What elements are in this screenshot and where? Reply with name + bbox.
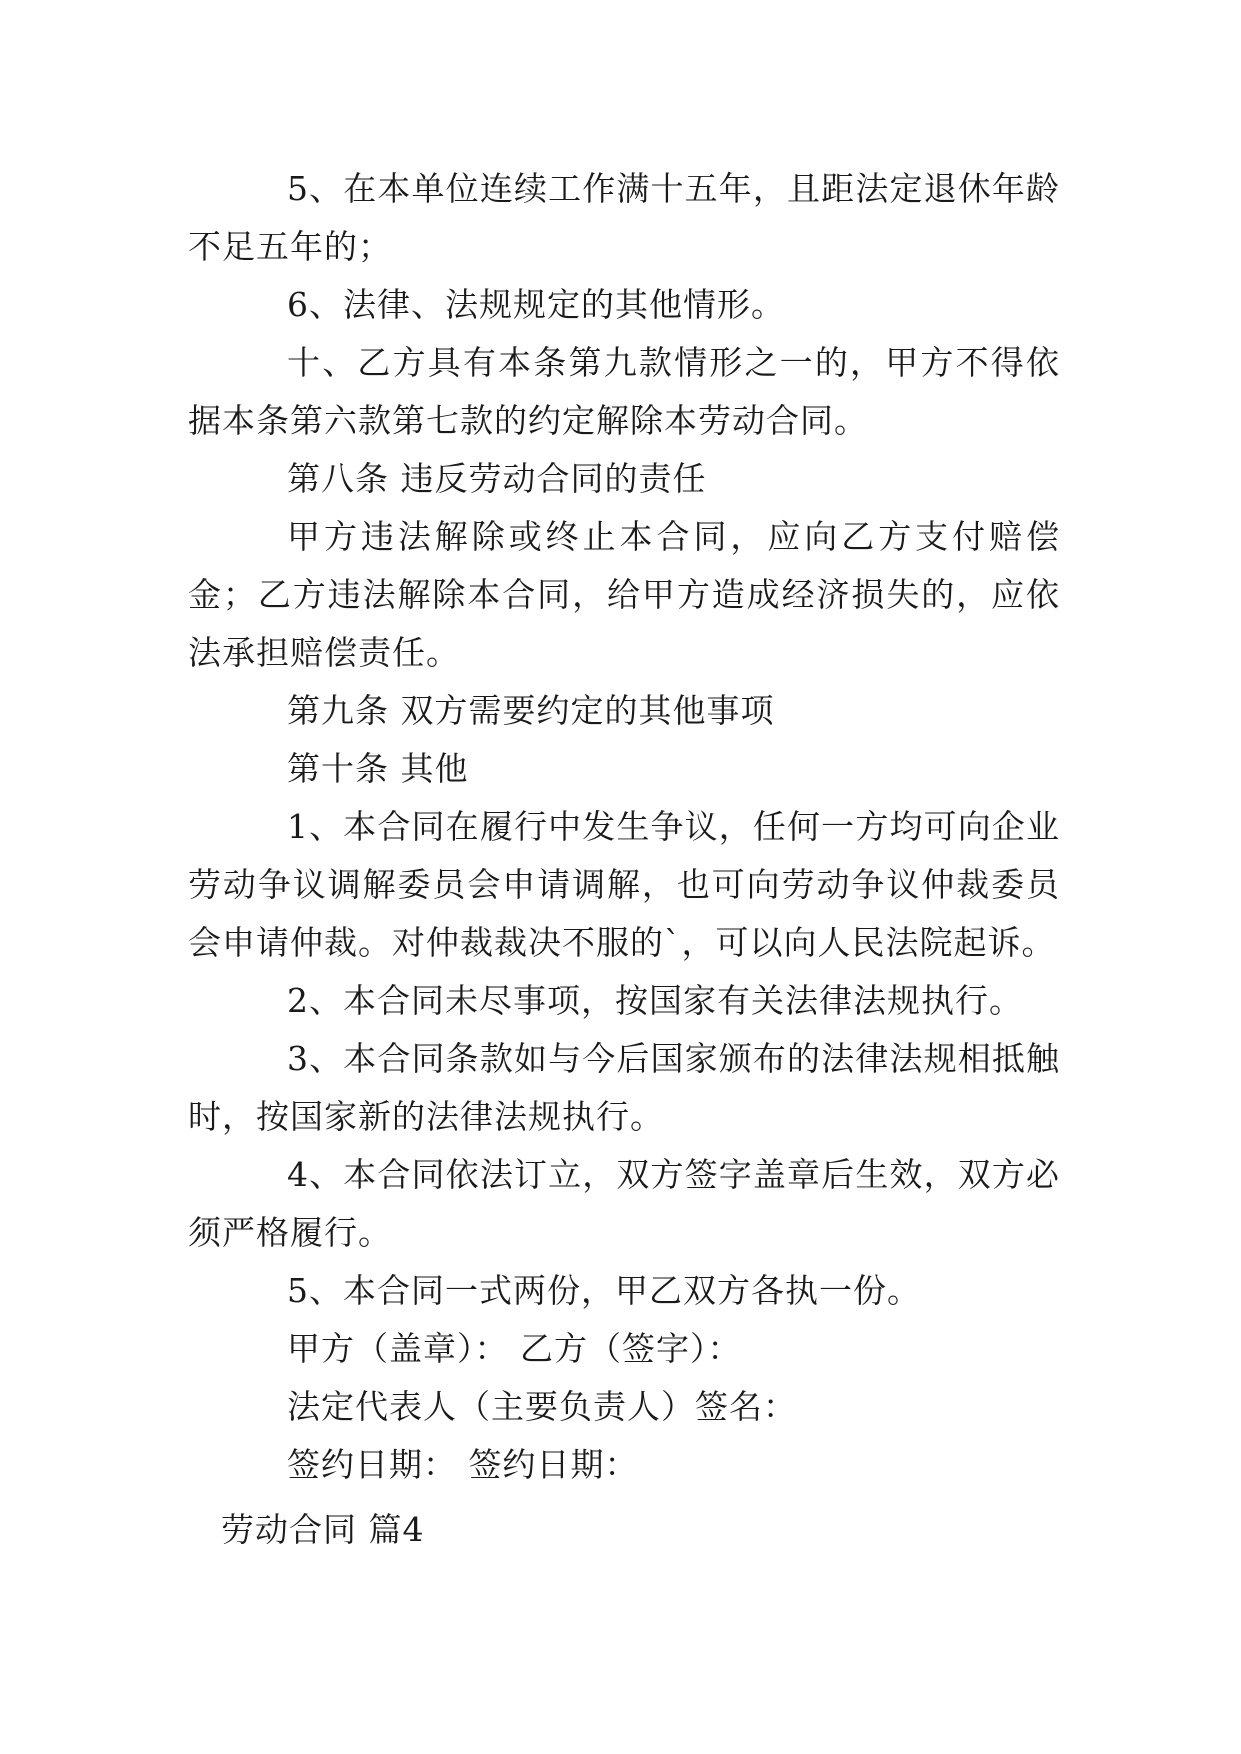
section-title: 劳动合同 篇4	[221, 1510, 425, 1549]
article-10-item-3: 3、本合同条款如与今后国家颁布的法律法规相抵触时，按国家新的法律法规执行。	[188, 1039, 1060, 1136]
clause-5-fifteen-years: 5、在本单位连续工作满十五年，且距法定退休年龄不足五年的；	[188, 169, 1060, 266]
article-8-heading: 第八条 违反劳动合同的责任	[287, 459, 707, 498]
legal-representative-line: 法定代表人（主要负责人）签名：	[287, 1387, 797, 1426]
clause-10-no-termination: 十、乙方具有本条第九款情形之一的，甲方不得依据本条第六款第七款的约定解除本劳动合同。	[188, 343, 1060, 440]
clause-6-other-circumstances: 6、法律、法规规定的其他情形。	[287, 285, 785, 324]
signing-date-line: 签约日期： 签约日期：	[287, 1445, 639, 1484]
contract-body	[188, 160, 1060, 1494]
article-10-item-4: 4、本合同依法订立，双方签字盖章后生效，双方必须严格履行。	[188, 1155, 1060, 1252]
article-10-item-2: 2、本合同未尽事项，按国家有关法律法规执行。	[287, 981, 1023, 1020]
article-8-body: 甲方违法解除或终止本合同，应向乙方支付赔偿金；乙方违法解除本合同，给甲方造成经济损失的，应依法承担赔偿责任。	[188, 517, 1060, 672]
article-10-item-5: 5、本合同一式两份，甲乙双方各执一份。	[287, 1271, 921, 1310]
signature-parties-line: 甲方（盖章）： 乙方（签字）：	[287, 1329, 742, 1368]
article-9-heading: 第九条 双方需要约定的其他事项	[287, 691, 775, 730]
article-10-heading: 第十条 其他	[287, 749, 469, 788]
article-10-item-1: 1、本合同在履行中发生争议，任何一方均可向企业劳动争议调解委员会申请调解，也可向劳动争议仲裁委员会申请仲裁。对仲裁裁决不服的`，可以向人民法院起诉。	[188, 807, 1060, 962]
